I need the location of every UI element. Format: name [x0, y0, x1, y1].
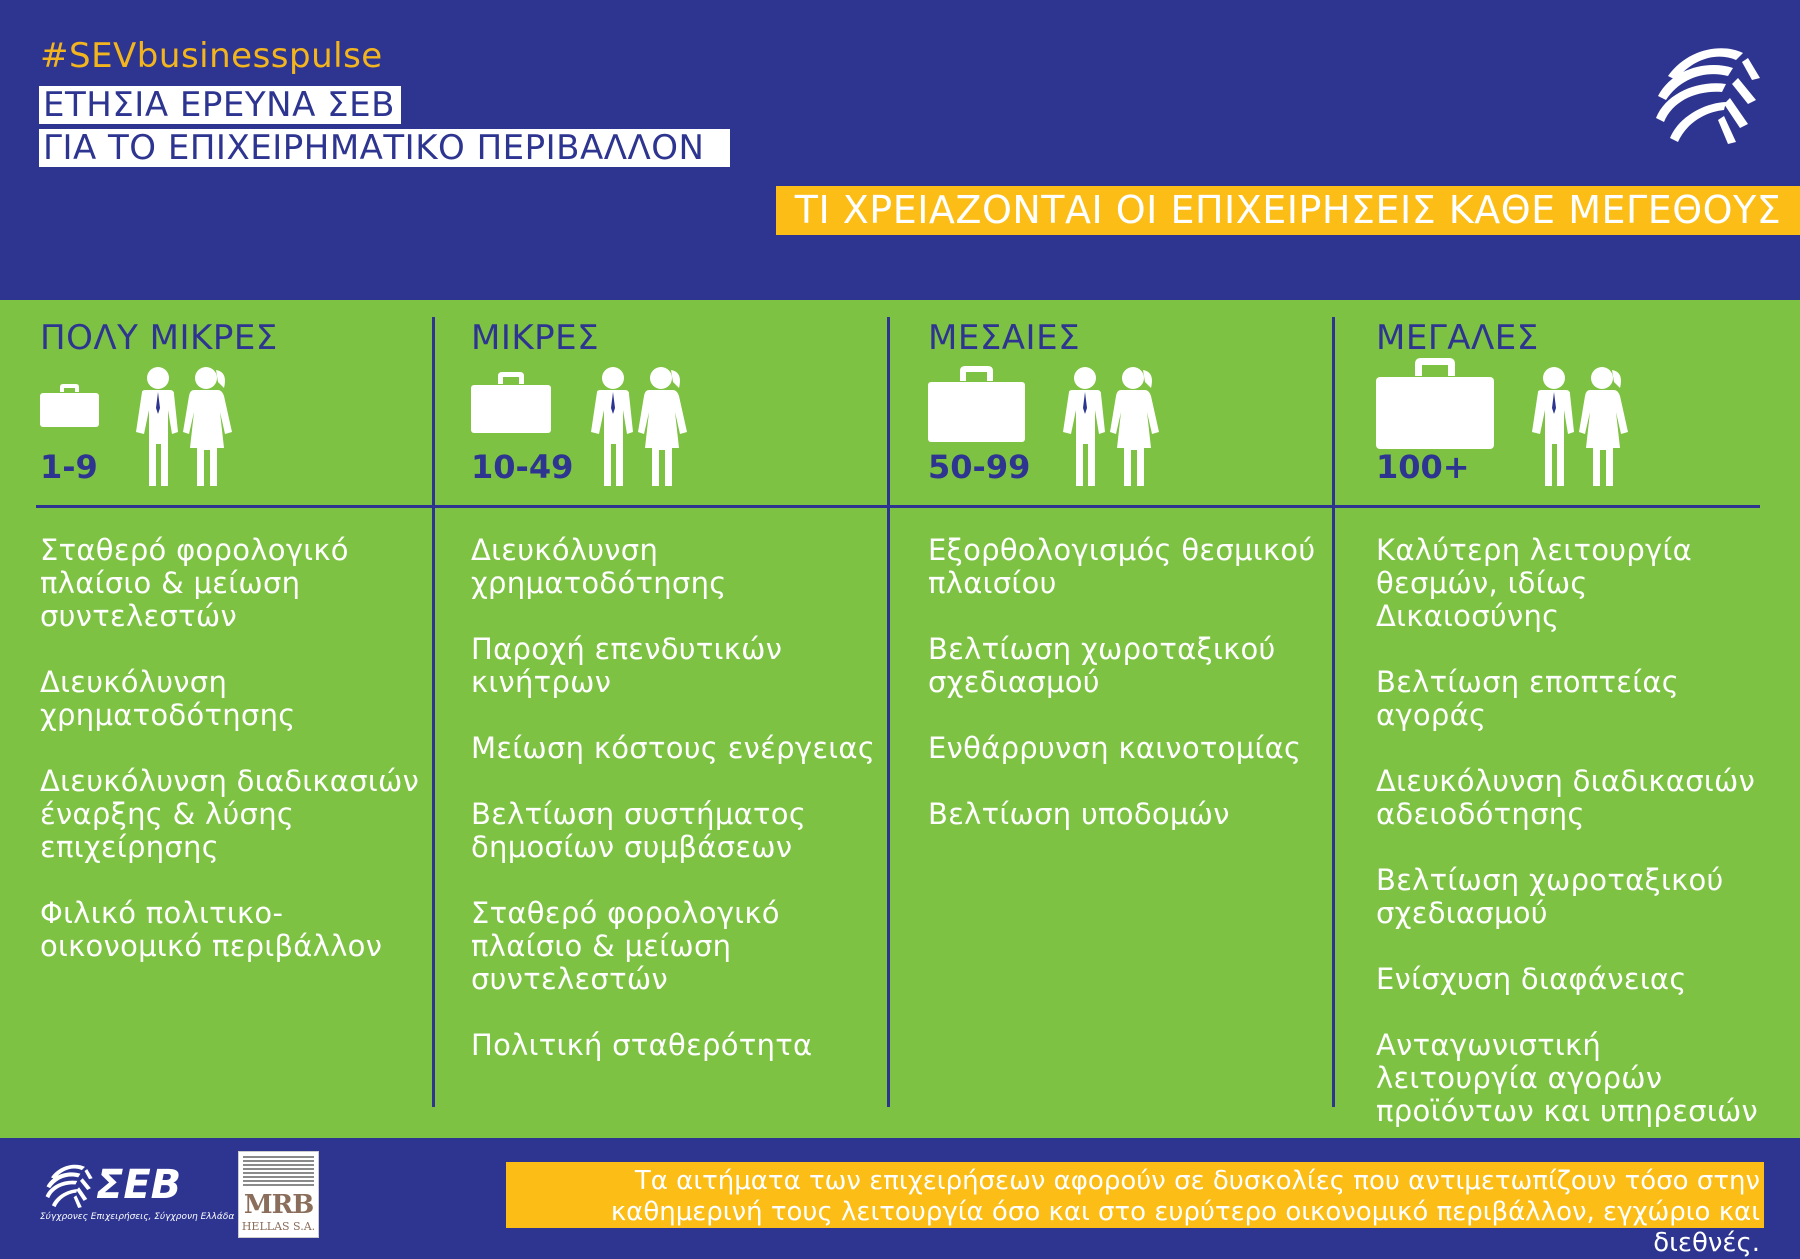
- column-title: ΜΕΣΑΙΕΣ: [928, 318, 1081, 358]
- list-item: Διευκόλυνση διαδικασιών έναρξης & λύσης επιχείρησης: [40, 764, 420, 864]
- list-item: Πολιτική σταθερότητα: [471, 1028, 813, 1062]
- sev-logo-icon: [1648, 38, 1763, 148]
- briefcase-icon: [928, 366, 1025, 442]
- employee-range: 50-99: [928, 448, 1031, 486]
- employee-range: 10-49: [471, 448, 574, 486]
- list-item: Διευκόλυνση διαδικασιών αδειοδότησης: [1376, 764, 1756, 831]
- column-divider: [1332, 317, 1335, 1107]
- needs-list: [40, 534, 420, 996]
- mrb-logo-text: MRB: [243, 1190, 314, 1220]
- employee-range: 1-9: [40, 448, 98, 486]
- list-item: Βελτίωση χωροταξικού σχεδιασμού: [1376, 863, 1724, 930]
- needs-list: [928, 534, 1323, 864]
- sev-tagline: Σύγχρονες Επιχειρήσεις, Σύγχρονη Ελλάδα: [40, 1212, 235, 1222]
- needs-list: [1376, 534, 1770, 1161]
- sev-footer-logo-icon: [42, 1160, 94, 1210]
- list-item: Σταθερό φορολογικό πλαίσιο & μείωση συντελεστών: [40, 533, 349, 633]
- list-item: Ανταγωνιστική λειτουργία αγορών προϊόντων και υπηρεσιών: [1376, 1028, 1759, 1128]
- footer-note: Τα αιτήματα των επιχειρήσεων αφορούν σε δυσκολίες που αντιμετωπίζουν τόσο στην καθημερινή τους λειτουργία όσο και στο ευρύτερο οικονομικό περιβάλλον, εγχώριο και διεθνές.: [506, 1162, 1764, 1228]
- needs-list: [471, 534, 876, 1095]
- briefcase-icon: [40, 384, 99, 427]
- people-icon: [1524, 366, 1634, 488]
- list-item: Βελτίωση εποπτείας αγοράς: [1376, 665, 1680, 732]
- list-item: Μείωση κόστους ενέργειας: [471, 731, 876, 765]
- briefcase-icon: [471, 372, 551, 433]
- mrb-logo-subtext: HELLAS S.A.: [241, 1220, 316, 1233]
- list-item: Ενίσχυση διαφάνειας: [1376, 962, 1687, 996]
- list-item: Διευκόλυνση χρηματοδότησης: [40, 665, 296, 732]
- people-icon: [1055, 366, 1165, 488]
- mrb-logo: [238, 1151, 319, 1238]
- people-icon: [583, 366, 693, 488]
- column-title: ΠΟΛΥ ΜΙΚΡΕΣ: [40, 318, 278, 358]
- list-item: Καλύτερη λειτουργία θεσμών, ιδίως Δικαιοσύνης: [1376, 533, 1693, 633]
- mrb-stripes: [243, 1156, 314, 1186]
- column-divider: [887, 317, 890, 1107]
- list-item: Ενθάρρυνση καινοτομίας: [928, 731, 1302, 765]
- employee-range: 100+: [1376, 448, 1470, 486]
- survey-title-line-2: ΓΙΑ ΤΟ ΕΠΙΧΕΙΡΗΜΑΤΙΚΟ ΠΕΡΙΒΑΛΛΟΝ: [39, 129, 730, 167]
- list-item: Βελτίωση συστήματος δημοσίων συμβάσεων: [471, 797, 807, 864]
- list-item: Βελτίωση χωροταξικού σχεδιασμού: [928, 632, 1276, 699]
- list-item: Διευκόλυνση χρηματοδότησης: [471, 533, 727, 600]
- column-title: ΜΕΓΑΛΕΣ: [1376, 318, 1539, 358]
- main-banner: ΤΙ ΧΡΕΙΑΖΟΝΤΑΙ ΟΙ ΕΠΙΧΕΙΡΗΣΕΙΣ ΚΑΘΕ ΜΕΓΕΘΟΥΣ: [776, 186, 1800, 235]
- briefcase-icon: [1376, 358, 1494, 449]
- sev-logo-text: ΣΕΒ: [96, 1162, 182, 1208]
- list-item: Βελτίωση υποδομών: [928, 797, 1230, 831]
- list-item: Σταθερό φορολογικό πλαίσιο & μείωση συντελεστών: [471, 896, 780, 996]
- hashtag: #SEVbusinesspulse: [40, 36, 383, 76]
- column-divider: [432, 317, 435, 1107]
- horizontal-divider: [36, 505, 1760, 508]
- survey-title-line-1: ΕΤΗΣΙΑ ΕΡΕΥΝΑ ΣΕΒ: [39, 86, 401, 124]
- list-item: Εξορθολογισμός θεσμικού πλαισίου: [928, 533, 1316, 600]
- list-item: Παροχή επενδυτικών κινήτρων: [471, 632, 783, 699]
- people-icon: [128, 366, 238, 488]
- column-title: ΜΙΚΡΕΣ: [471, 318, 600, 358]
- list-item: Φιλικό πολιτικο-οικονομικό περιβάλλον: [40, 896, 383, 963]
